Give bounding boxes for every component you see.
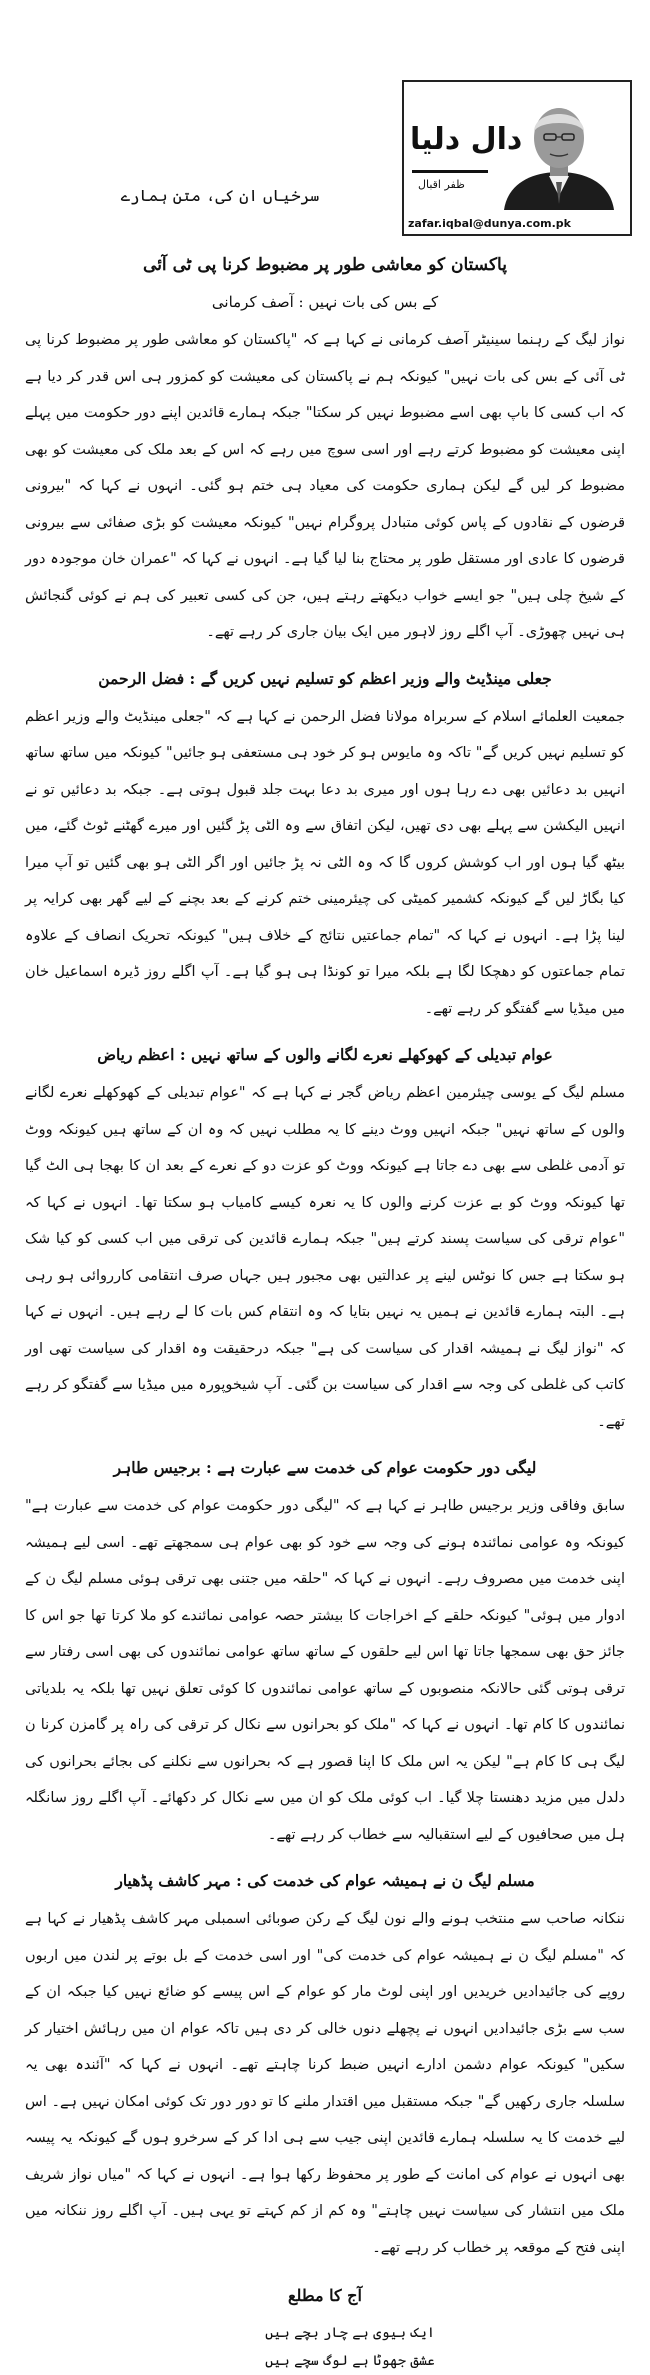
column-header-box (402, 80, 632, 236)
section-paragraph-barjees-tahir: سابق وفاقی وزیر برجیس طاہر نے کہا ہے کہ "لیگی دور حکومت عوام کی خدمت سے عبارت ہے" کیونکہ وہ عوامی نمائندہ ہونے کی وجہ سے خود کو بھی عوام ہی سمجھتے تھے۔ اسی لیے ہمیشہ اپنی خدمت میں مصروف رہے۔ انہوں نے کہا کہ "حلقہ میں جتنی بھی ترقی ہوئی مسلم لیگ ن کے ادوار میں ہوئی" کیونکہ حلقے کے اخراجات کا بیشتر حصہ عوامی نمائندے کو ملا کرتا تھا جو اس کا جائز حق بھی سمجھا جاتا تھا اس لیے حلقوں کے ساتھ ساتھ عوامی نمائندوں کی بھی اسی رفتار سے ترقی ہوتی گئی حالانکہ منصوبوں کے ساتھ عوامی نمائندوں کا کوئی تعلق نہیں تھا بلکہ یہ بلدیاتی نمائندوں کا کام تھا۔ انہوں نے کہا کہ "ملک کو بحرانوں سے نکال کر ترقی کی راہ پر گامزن کرنا ن لیگ ہی کا کام ہے" لیکن یہ اس ملک کا اپنا قصور ہے کہ بحرانوں سے نکلنے کی بجائے بحرانوں کی دلدل میں مزید دھنستا چلا گیا۔ اب کوئی ملک کو ان میں سے نکال کر دکھائے۔ آپ اگلے روز سانگلہ ہل میں صحافیوں کے لیے استقبالیہ سے خطاب کر رہے تھے۔ (25, 1498, 625, 1843)
brand-underline (412, 170, 488, 173)
verse-line-2: عشق جھوٹا ہے لوگ سچے ہیں (265, 2353, 435, 2369)
section-heading-azam-riaz: عوام تبدیلی کے کھوکھلے نعرے لگانے والوں کے ساتھ نہیں : اعظم ریاض (97, 1045, 553, 1064)
section-paragraph-fazlur-rehman: جمعیت العلمائے اسلام کے سربراہ مولانا فضل الرحمن نے کہا ہے کہ "جعلی مینڈیٹ والے وزیر اعظم کو تسلیم نہیں کریں گے" تاکہ وہ مایوس ہو کر خود ہی مستعفی ہو جائیں" کیونکہ میں ساتھ ساتھ انہیں بد دعائیں بھی دے رہا ہوں اور میری بد دعا بہت جلد قبول ہوتی ہے۔ جبکہ بد دعائیں تو نے انہیں الیکشن سے پہلے بھی دی تھیں، لیکن اتفاق سے وہ الٹی پڑ گئیں اور میرے گھٹنے ٹوٹ گئے، میں بیٹھ گیا ہوں اور اب کوشش کروں گا کہ وہ الٹی نہ پڑ جائیں اور اگر الٹی ہو بھی گئیں تو آپ میرا کیا بگاڑ لیں گے کیونکہ کشمیر کمیٹی کی چیئرمینی ختم کرنے کے بعد بچنے کے لیے گھر بھی کرایہ پر لینا پڑا ہے۔ انہوں نے کہا کہ "تمام جماعتیں نتائج کے خلاف ہیں" کیونکہ تحریک انصاف کے علاوہ تمام جماعتوں کو دھچکا لگا ہے بلکہ میرا تو کونڈا ہی ہو گیا ہے۔ آپ اگلے روز ڈیرہ اسماعیل خان میں میڈیا سے گفتگو کر رہے تھے۔ (25, 708, 625, 1017)
section-heading-barjees-tahir: لیگی دور حکومت عوام کی خدمت سے عبارت ہے : برجیس طاہر (113, 1458, 537, 1477)
column-body (25, 236, 625, 2375)
closing-heading: آج کا مطلع (288, 2286, 362, 2305)
section-paragraph-kashif-padhiar: ننکانہ صاحب سے منتخب ہونے والے نون لیگ کے رکن صوبائی اسمبلی مہر کاشف پڈھیار نے کہا ہے کہ "مسلم لیگ ن نے ہمیشہ عوام کی خدمت کی" اور اسی خدمت کے بل بوتے پر لندن میں اربوں روپے کی جائیدادیں خریدیں اور اپنی لوٹ مار کو عوام کے اس پیسے کو ضائع نہیں کیا جبکہ ان کے سب سے بڑی جائیدادیں انہوں نے پچھلے دنوں خالی کر دی ہیں تاکہ عوام ان میں رہائش اختیار کر سکیں" کیونکہ عوام دشمن ادارے انہیں ضبط کرنا چاہتے تھے۔ انہوں نے کہا کہ "آئندہ بھی یہ سلسلہ جاری رکھیں گے" جبکہ مستقبل میں اقتدار ملنے کا تو دور دور تک کوئی امکان نہیں ہے۔ اس لیے خدمت کا یہ سلسلہ ہمارے قائدین اپنی جیب سے ہی ادا کر کے سرخرو ہوں گے کیونکہ یہ پیسہ بھی انہوں نے عوام کی امانت کے طور پر محفوظ رکھا ہوا ہے۔ انہوں نے کہا کہ "میاں نواز شریف ملک میں انتشار کی سیاست نہیں چاہتے" وہ کم از کم کہتے تو یہی ہیں۔ آپ اگلے روز ننکانہ میں اپنی فتح کے موقعہ پر خطاب کر رہے تھے۔ (25, 1911, 625, 2256)
author-email: zafar.iqbal@dunya.com.pk (408, 217, 571, 230)
column-brand-name: دال دلیا (410, 122, 523, 157)
verse-line-1: ایک بیوی ہے چار بچے ہیں (265, 2325, 435, 2341)
section-paragraph-azam-riaz: مسلم لیگ کے یوسی چیئرمین اعظم ریاض گجر نے کہا ہے کہ "عوام تبدیلی کے کھوکھلے نعرے لگانے والوں کے ساتھ نہیں" جبکہ انہیں ووٹ دینے کا یہ مطلب نہیں کہ وہ ان کے ساتھ ہیں کیونکہ ووٹ تو آدمی غلطی سے بھی دے جاتا ہے کیونکہ ووٹ کو عزت دو کے نعرے کے بعد ان کا بھجا ہی الٹ گیا تھا کیونکہ ووٹ کو بے عزت کرنے والوں کا یہ نعرہ کیسے کامیاب ہو سکتا تھا۔ انہوں نے کہا کہ "عوام ترقی کی سیاست پسند کرتے ہیں" جبکہ ہمارے قائدین کی ترقی میں اب کسی کو کیا شک ہو سکتا ہے جس کا نوٹس لینے پر عدالتیں بھی مجبور ہیں جہاں صرف انتقامی کارروائی ہو رہی ہے۔ البتہ ہمارے قائدین نے ہمیں یہ نہیں بتایا کہ وہ انتقام کس بات کا لے رہے ہیں۔ انہوں نے کہا کہ "نواز لیگ نے ہمیشہ اقدار کی سیاست کی ہے" جبکہ درحقیقت وہ اقدار کی سیاست تھی اور کاتب کی غلطی کی وجہ سے اقدار کی سیاست بن گئی۔ آپ شیخوپورہ میں میڈیا سے گفتگو کر رہے تھے۔ (25, 1085, 625, 1430)
section-heading-kashif-padhiar: مسلم لیگ ن نے ہمیشہ عوام کی خدمت کی : مہر کاشف پڈھیار (115, 1871, 535, 1890)
author-name: ظفر اقبال (418, 178, 465, 191)
column-title: سرخیاں ان کی، متن ہمارے (120, 186, 320, 205)
lead-subhead: کے بس کی بات نہیں : آصف کرمانی (211, 293, 439, 311)
lead-headline: پاکستان کو معاشی طور پر مضبوط کرنا پی ٹی آئی (143, 255, 507, 275)
section-heading-fazlur-rehman: جعلی مینڈیٹ والے وزیر اعظم کو تسلیم نہیں کریں گے : فضل الرحمن (98, 668, 552, 688)
lead-paragraph: نواز لیگ کے رہنما سینیٹر آصف کرمانی نے کہا ہے کہ "پاکستان کو معاشی طور پر مضبوط کرنا پی ٹی آئی کے بس کی بات نہیں" کیونکہ ہم نے پاکستان کی معیشت کو کمزور ہی اس قدر کر دیا ہے کہ اب کسی کا باپ بھی اسے مضبوط نہیں کر سکتا" جبکہ ہمارے قائدین اپنے دور حکومت میں پہلے اپنی معیشت کو مضبوط کرتے رہے اور اسی سوچ میں رہے کہ اس کے بعد ملک کی معیشت کو بھی مضبوط کر لیں گے لیکن ہماری حکومت کی معیاد ہی ختم ہو گئی۔ انہوں نے کہا کہ "بیرونی قرضوں کے نقادوں کے پاس کوئی متبادل پروگرام نہیں" کیونکہ معیشت کو بڑی صفائی سے بیرونی قرضوں کا عادی اور مستقل طور پر محتاج بنا لیا گیا ہے۔ انہوں نے کہا کہ "عمران خان موجودہ دور کے شیخ چلی ہیں" جو ایسے خواب دیکھتے رہتے ہیں، جن کی کسی تعبیر کی ہم نے کوئی گنجائش ہی نہیں چھوڑی۔ آپ اگلے روز لاہور میں ایک بیان جاری کر رہے تھے۔ (25, 332, 625, 640)
